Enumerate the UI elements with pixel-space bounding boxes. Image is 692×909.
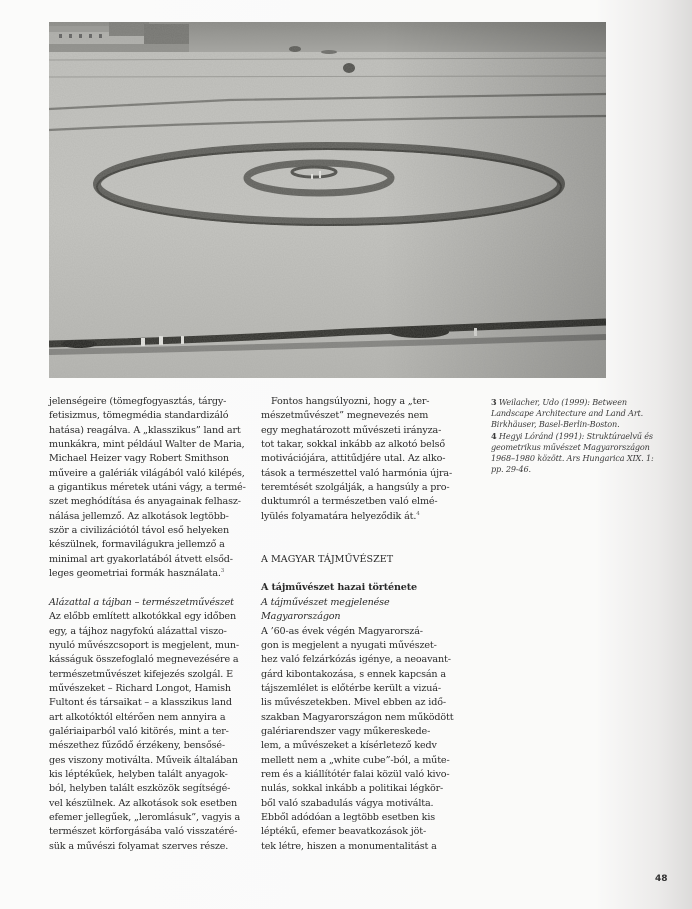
section-heading: A MAGYAR TÁJMŰVÉSZET (261, 553, 394, 565)
footnote-3: 3 Weilacher, Udo (1999): Between Landscape Architecture and Land Art. Birkhäuser, Basel-Berlin-Boston. (491, 397, 644, 430)
subheading-natural-art: Alázattal a tájban – természetművészet (49, 596, 234, 608)
footnote-ref[interactable]: 4 (416, 510, 420, 517)
last-line: lyülés folyamatára helyeződik át.$^4$ (261, 510, 420, 522)
page-number: 48 (655, 874, 668, 884)
footnote-ref[interactable]: 3 (220, 568, 225, 575)
text-column-1 (49, 395, 254, 854)
last-line: leges geometriai formák használata.$^3$ (49, 568, 225, 580)
land-art-photograph (49, 22, 606, 378)
paragraph-hungarian-history: A ’60-as évek végén Magyarorszá- gon is megjelent a nyugati művészet- hez való felzárkózás igénye, a neoavant- gárd kibontakozása, s ennek kapcsán a tájszemlélet is előtérbe került a vizuá- lis művészetekben. Mivel ebben az idő- szakban Magyarországon nem működött galériarendszer vagy műkereskede- lem, a művészeket a kísérletező kedv mellett nem a „white cube”-ból, a műte- rem és a kiállítótér falai közül való kivo- nulás, sokkal inkább a politikai légkör- ből való szabadulás vágya motiválta. Ebből adódóan a legtöbb esetben kis léptékű, efemer beavatkozások jöt- tek létre, hiszen a monumentalitást a (261, 625, 454, 852)
footnote-number: 4 (491, 430, 497, 441)
bold-heading: A tájművészet hazai története (261, 582, 417, 594)
footnote-number: 3 (491, 397, 497, 407)
paragraph-natural-art-emphasis: Fontos hangsúlyozni, hogy a „ter- mészetművészet” megnevezés nem egy meghatározott művészeti irányza- tot takar, sokkal inkább az alkotó belső motivációjára, attitűdjére utal. Az alko- tások a természettel való harmónia újra- teremtését szolgálják, a hangsúly a pro- duktumról a természetben való elmé- lyülés folyamatára helyeződik át.$^4$ (261, 395, 469, 524)
footnote-4: 4 Hegyi Lóránd (1991): Struktúraelvű és geometrikus művészet Magyarországon 1968–1980 között. Ars Hungarica XIX. 1: pp. 29-46. (491, 430, 654, 475)
paragraph-natural-art: Az előbb említett alkotókkal egy időben egy, a tájhoz nagyfokú alázattal viszo- nyuló művészcsoport is megjelent, mun- kásságuk összefoglaló megnevezésére a természetművészet kifejezés szolgál. E művészeket – Richard Longot, Hamish Fultont és társaikat – a klasszikus land art alkotóktól eltérően nem annyira a galériaiparból való kitörés, mint a ter- mészethez fűződő érzékeny, bensősé- ges viszony motiválta. Műveik általában kis léptékűek, helyben talált anyagok- ból, helyben talált eszközök segítségé- vel készülnek. Az alkotások sok esetben efemer jellegűek, „leromlásuk”, vagyis a természet körforgásába való visszatéré- sük a művészi folyamat szerves része. (49, 611, 241, 852)
photo-illustration (49, 22, 606, 378)
footnotes-column (491, 397, 681, 475)
paragraph-intro-land-art: jelenségeire (tömegfogyasztás, tárgy- fetisizmus, tömegmédia standardizáló hatása) reagálva. A „klasszikus” land art munkákra, mint például Walter de Maria, Michael Heizer vagy Robert Smithson műveire a galériák világából való kilépés, a gigantikus méretek utáni vágy, a termé- szet meghódítása és anyagainak felhasz- nálása jellemző. Az alkotások legtöbb- ször a civilizációtól távol eső helyeken készülnek, formavilágukra jellemző a minimal art gyakorlatából átvett elsőd- leges geometriai formák használata.$^3$ (49, 395, 254, 581)
italic-heading: A tájművészet megjelenése Magyarországon (261, 596, 390, 623)
text-column-2 (261, 395, 469, 854)
